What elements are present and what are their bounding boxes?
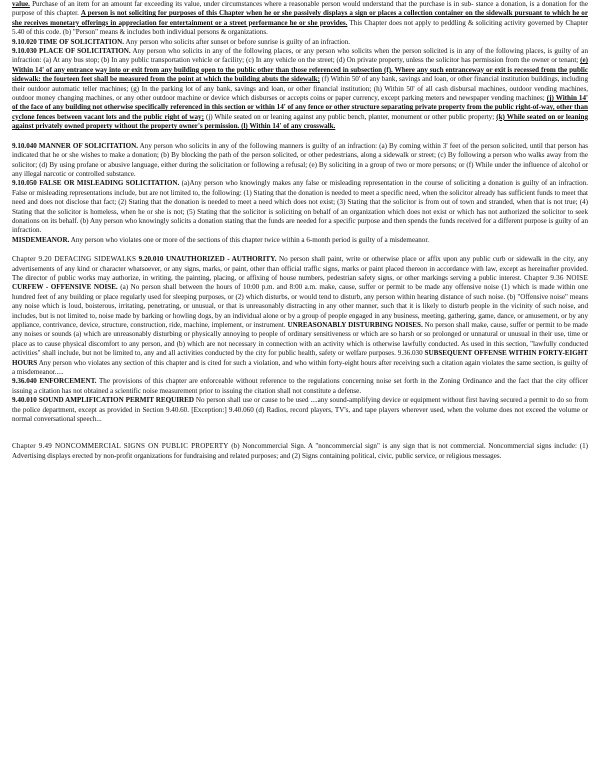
chapter-title: Chapter 9.49 NONCOMMERCIAL SIGNS ON PUBLIC PROPERTY bbox=[12, 442, 229, 451]
chapter-9-20 bbox=[12, 255, 588, 377]
text: This Chapter does not apply to peddling & soliciting activity governed by Chapter 5.40 of this code. (b) "Person" means & includes both individual persons & organizations. bbox=[12, 18, 588, 37]
section-text: Any person who solicits in any of the following places, or any person who solicits when the person solicited is in any of the following places, is guilty of an infraction: (a) At any bus stop; (b) In any public transportation vehicle or facility; (c) In any vehicle on the street; (d) On private property, unless the solicitor has permission from the owner or tenant; bbox=[12, 47, 588, 65]
section-text: Any person who violates one or more of the sections of this chapter twice within a 6-month period is guilty of a misdemeanor. bbox=[69, 235, 430, 244]
section-text: The provisions of this chapter are enforceable without reference to the regulations concerning noise set forth in the Zoning Ordinance and the fact that the city officer issuing a citation has not obtained a scientific noise measurement prior to issuing the citation shall not constitute a defense. bbox=[12, 377, 589, 395]
amended-text: (j) Within 14' of the face of any building not otherwise specifically referenced in this section or within 14' of any fence or other structure separating private property from the public right-of-way, other than cyclone fences between vacant lots and the public right of way; bbox=[12, 94, 588, 121]
section-9-10-040 bbox=[12, 142, 588, 180]
section-text: (f) Within 50' of any bank, savings and loan, or other financial institution buildings, including their outdoor automatic teller machines; (g) In the parking lot of any bank, savings and loan, or other financial institution; (h) Within 50' of all cash disbursal machines, outdoor vending machines, outdoor money changing machines, or any other outdoor machine or device which disburses or accepts coins or paper currency, except parking meters and newspaper vending machines; bbox=[12, 75, 588, 103]
section-text: No person shall use or cause to be used ....any sound-amplifying device or equipment without first having secured a permit to do so from the police department, except as provided in Section 9.40.60. [Exception:] 9.40.060 (d) Radios, record players, TV's, and tape players wherever used, when the volume does not exceed the volume or normal conversational speech... bbox=[12, 396, 588, 424]
document-page bbox=[12, 0, 588, 776]
section-heading: CURFEW - OFFENSIVE NOISE. bbox=[12, 283, 118, 292]
misdemeanor-paragraph bbox=[12, 236, 588, 245]
section-heading: 9.36.040 ENFORCEMENT. bbox=[12, 377, 97, 386]
paragraph-donation-definition bbox=[12, 0, 588, 38]
section-heading: 9.10.040 MANNER OF SOLICITATION. bbox=[12, 141, 139, 150]
section-text: Any person who solicits after sunset or before sunrise is guilty of an infraction. bbox=[124, 37, 351, 46]
section-text: Any person who violates any section of this chapter and is cited for such a violation, and who within forty-eight hours after receiving such a citation again violates the same section, is guilty of a misdemeanor..... bbox=[12, 358, 588, 377]
section-heading: 9.10.030 PLACE OF SOLICITATION. bbox=[12, 47, 131, 56]
section-heading: 9.40.010 SOUND AMPLIFICATION PERMIT REQUIRED bbox=[12, 396, 195, 405]
amended-text: (e) Within 14' of any entrance way into or exit from any building open to the public other than those referenced in subsection (f). Where any such entranceway or exit is recessed from the public sidewalk: the fourteen feet shall be measured from the point at which the building abuts the sidewalk; bbox=[12, 56, 588, 84]
section-9-10-030 bbox=[12, 47, 588, 132]
spacer bbox=[12, 132, 588, 142]
section-text: No person shall paint, write or otherwise place or affix upon any public curb or sidewalk in the city, any advertisements of any kind or character whatsoever, or any signs, marks, or paint, other than official traffic signs, marks or paint placed thereon in accordance with law, except as hereinafter provided. The director of public works may authorize, in writing, the painting, placing, or affixing of house numbers, pedestrian safety signs, or other markings serving a public interest. bbox=[12, 255, 589, 282]
section-text: (b) Noncommercial Sign. A "noncommercial sign" is any sign that is not commercial. Noncommercial signs include: (1) Advertising displays erected by non-profit organizations for fundraising and related purposes; and (2) Signs containing political, civic, public service, or religious messages. bbox=[12, 442, 588, 460]
section-heading: UNREASONABLY DISTURBING NOISES. bbox=[285, 321, 423, 329]
lead-word: value. bbox=[12, 0, 30, 8]
amended-text: (k) While seated on or leaning against privately owned property without the property owner's permission. (l) Within 14' of any crosswalk. bbox=[12, 112, 589, 131]
text: Purchase of an item for an amount far exceeding its value, under circumstances where a reasonable person would understand that the purchase is in sub- stance a donation, is a donation for the purpose of this chapter. bbox=[12, 0, 588, 18]
chapter-title: Chapter 9.20 DEFACING SIDEWALKS bbox=[12, 255, 137, 264]
section-text: (a) No person shall between the hours of 10:00 p.m. and 8:00 a.m. make, cause, suffer or permit to be made any offensive noise (1) which is made within one hundred feet of any building or place regularly used for sleeping purposes, or (2) which disturbs, or would tend to disturb, any person within hearing distance of such noise. (b) "Offensive noise" means any noise which is loud, boisterous, irritating, penetrating, or unusual, or that is unreasonably distracting in any other manner, such that it is likely to disturb people in the vicinity of such noise, and includes, but is not limited to, noise made by barking or howling dogs, by an individual alone or by a group of people engaged in any business, meeting, gathering, game, dance, or amusement, or by any appliance, contrivance, device, structure, construction, ride, machine, implement, or instrument. bbox=[12, 283, 589, 329]
section-9-10-050 bbox=[12, 179, 588, 235]
section-number: 9.36.030 bbox=[395, 349, 423, 358]
section-9-10-020 bbox=[12, 38, 588, 47]
section-text: (a)Any person who knowingly makes any false or misleading representation in the course of soliciting a donation is guilty of an infraction. False or misleading representations include, but are not limited to, the following: (1) Stating that the donation is needed to meet a specific need, when the solicitor already has sufficient funds to meet that need and does not disclose that fact; (2) Stating that the donation is needed to meet a need which does not exist; (3) Stating that the solicitor is from out of town and stranded, when that is not true; (4) Stating that the solicitor is homeless, when he or she is not; (5) Stating that the solicitor is soliciting on behalf of an organization which does not exist or which has not authorized the solicitor to seek donations on its behalf. (b) Any person who knowingly solicits a donation stating that the funds are needed for a specific purpose and then spends the funds received for a different purpose is guilty of an infraction. bbox=[12, 179, 588, 235]
section-text: Any person who solicits in any of the following manners is guilty of an infraction: (a) By coming within 3' feet of the person solicited, until that person has indicated that he or she wishes to make a donation; (b) By blocking the path of the person solicited, or other pedestrians, along a sidewalk or street; (c) By following a person who walks away from the solicitor; (d) By using profane or abusive language, either during the solicitation or following a refusal; (e) By soliciting in a group of two or more persons; or (f) While under the influence of alcohol or any illegal narcotic or controlled substance. bbox=[12, 141, 588, 178]
spacer bbox=[12, 245, 588, 255]
section-heading: 9.20.010 UNAUTHORIZED - AUTHORITY. bbox=[136, 255, 277, 264]
chapter-9-49 bbox=[12, 442, 588, 461]
section-heading: SUBSEQUENT OFFENSE WITHIN FORTY-EIGHT HOURS bbox=[12, 349, 588, 367]
section-heading: 9.10.050 FALSE OR MISLEADING SOLICITATION. bbox=[12, 179, 180, 188]
chapter-title: Chapter 9.36 NOISE bbox=[523, 273, 588, 282]
passive-display-exemption: A person is not soliciting for purposes of this Chapter when he or she passively displays a sign or places a collection container on the sidewalk pursuant to which he or she receives monetary offerings in appreciation for entertainment or a street performance he or she provides. bbox=[12, 9, 589, 27]
section-9-40-010 bbox=[12, 396, 588, 424]
section-text: (j) While seated on or leaning against any public bench, planter, monument or other public property; bbox=[203, 112, 497, 121]
spacer bbox=[12, 424, 588, 442]
section-text: No person shall make, cause, suffer or permit to be made any noises or sounds (a) which are unreasonably disturbing or physically annoying to people of ordinary sensitiveness or which are so harsh or so prolonged or unnatural or unusual in their use, time or place as to cause physical discomfort to any person, and (b) which are not necessary in connection with an activity which is otherwise lawfully conducted. As used in this section, "lawfully conducted activities" shall include, but not be limited to, any and all activities conducted by the city for public health, safety or welfare purposes. bbox=[12, 321, 588, 358]
section-heading: 9.10.020 TIME OF SOLICITATION. bbox=[12, 37, 125, 46]
section-9-36-040 bbox=[12, 377, 588, 396]
section-heading: MISDEMEANOR. bbox=[12, 235, 70, 244]
